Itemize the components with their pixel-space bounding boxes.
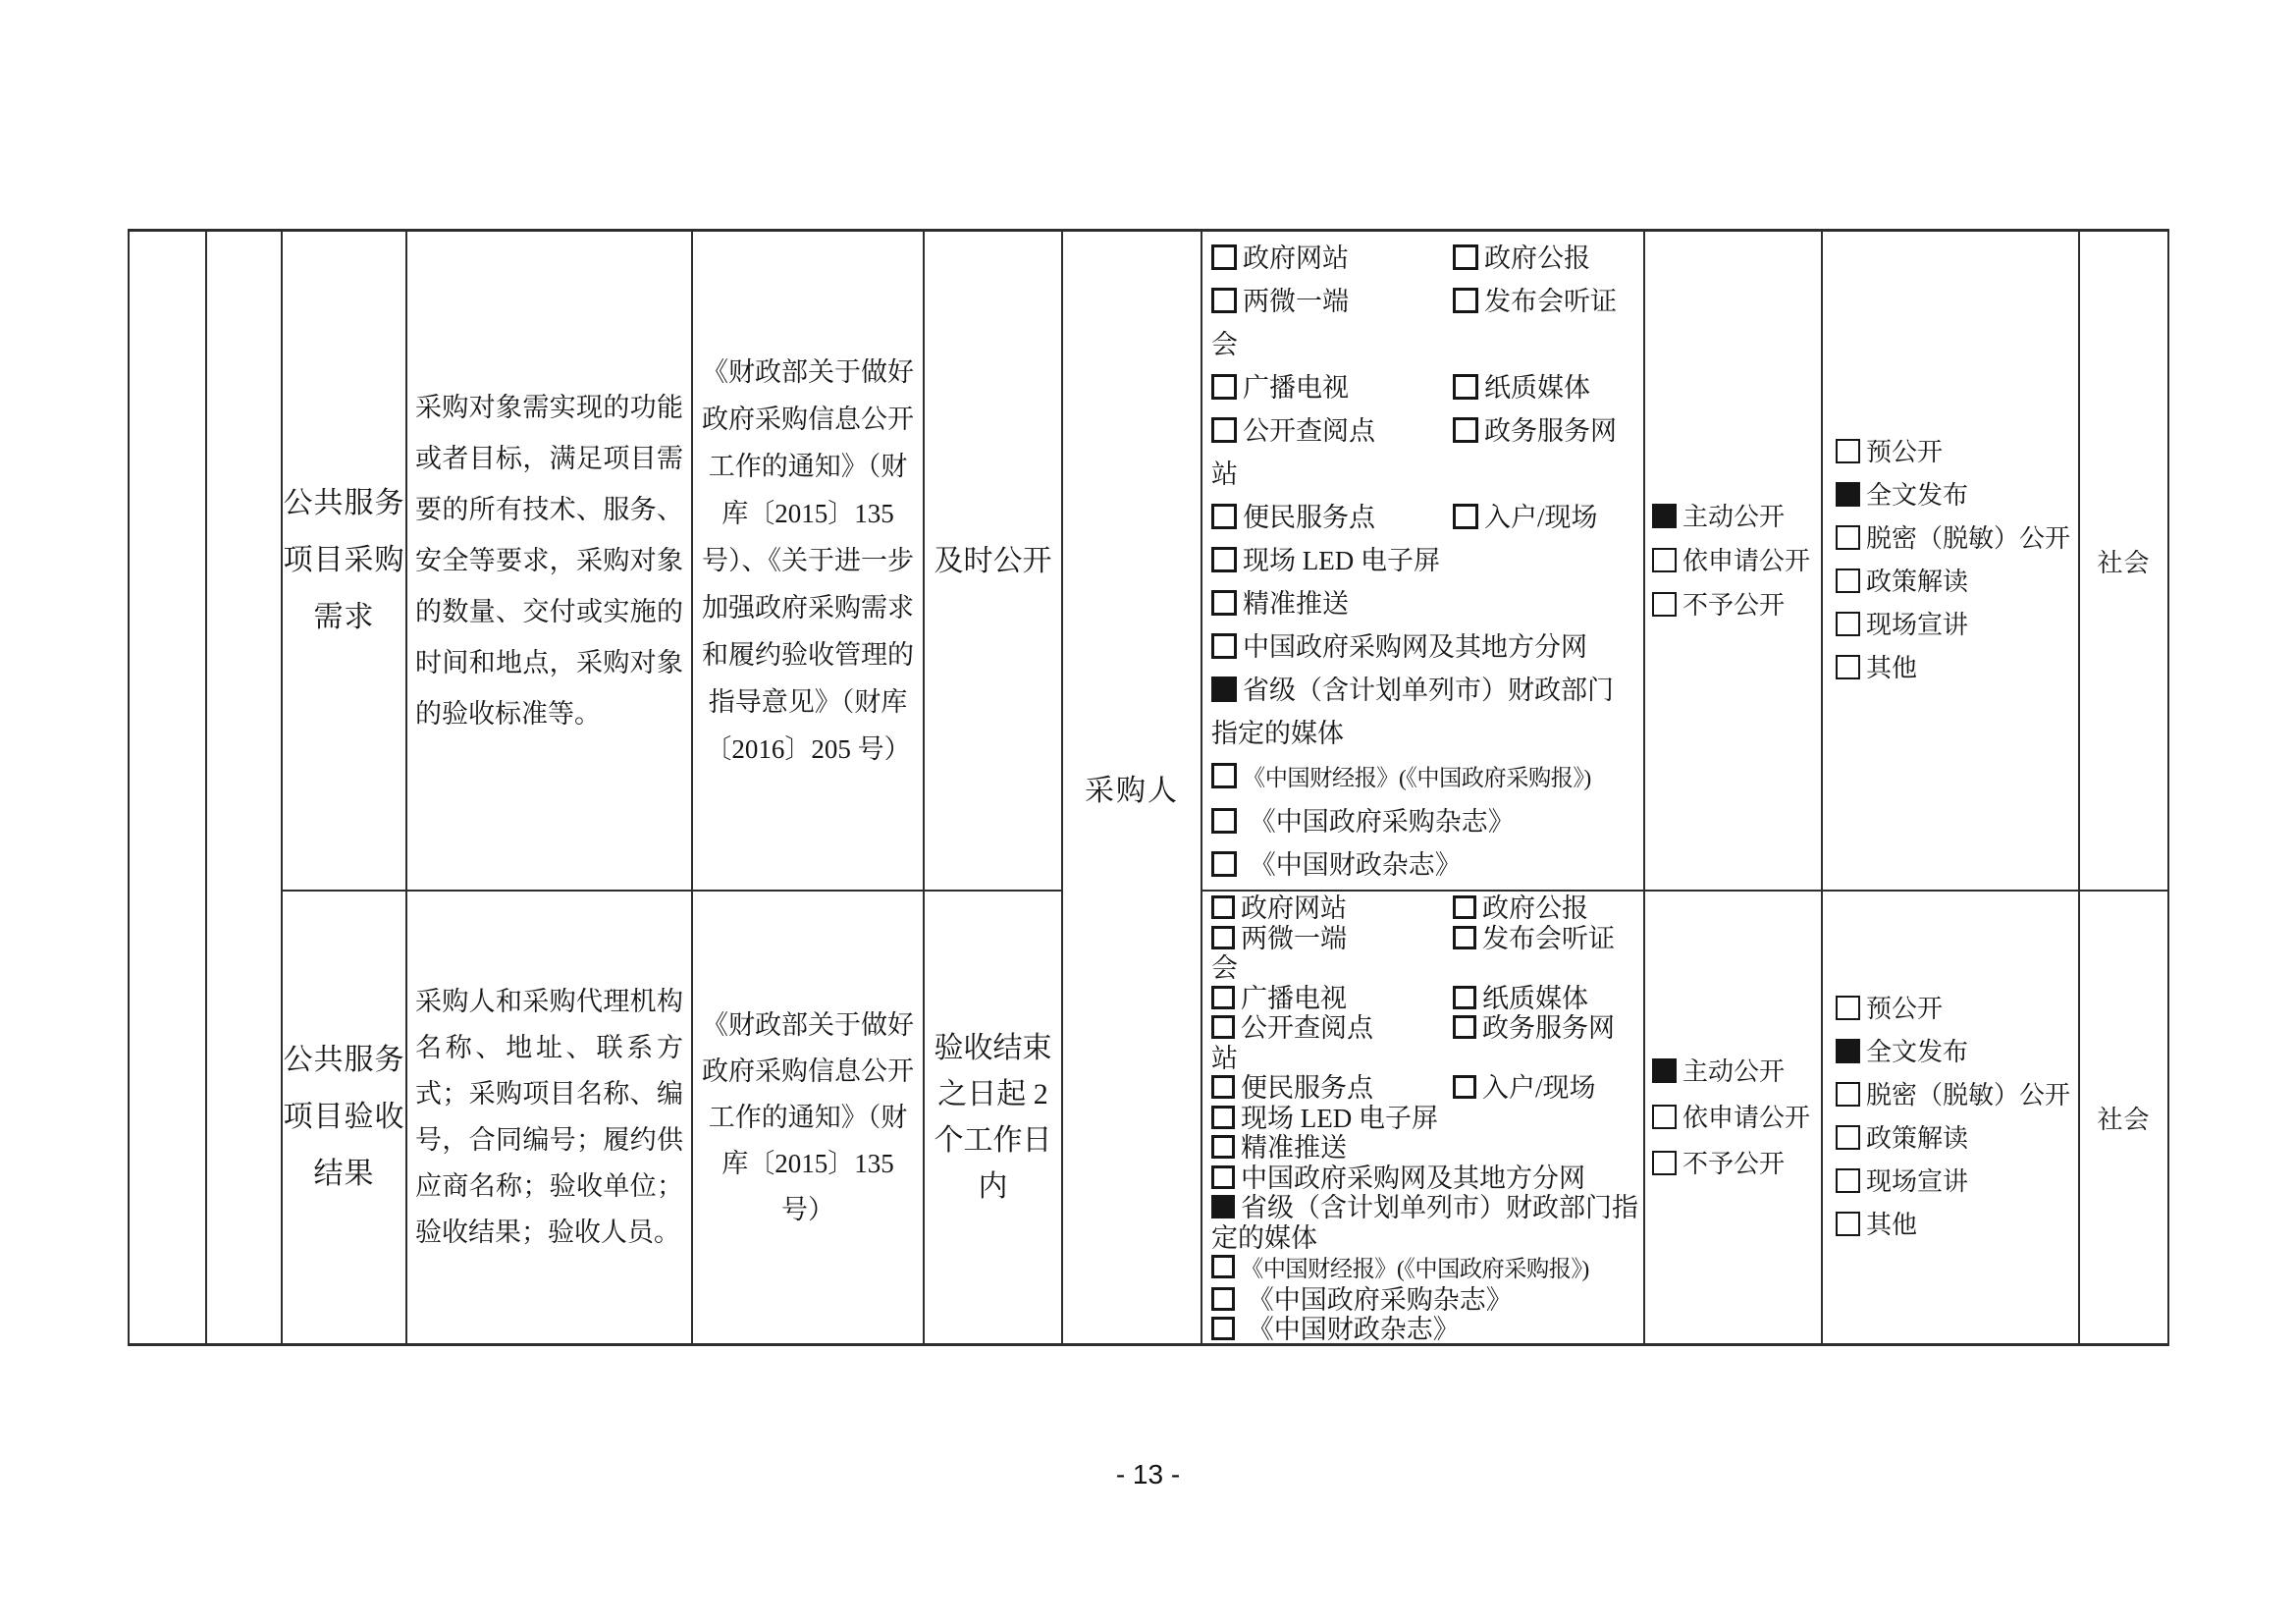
option-label: 全文发布: [1866, 481, 1969, 510]
checklist-option: [1652, 1141, 1821, 1187]
option-label: 省级（含计划单列市）财政部门指定的媒体: [1211, 1193, 1638, 1253]
option-label: 全文发布: [1866, 1038, 1969, 1066]
channel-line: [1211, 843, 1639, 887]
channel-option: [1211, 924, 1453, 954]
checklist-option: [1836, 1031, 2078, 1074]
option-label: 中国政府采购网及其地方分网: [1243, 632, 1587, 662]
channel-option: [1211, 1285, 1513, 1315]
content-text: 采购对象需实现的功能或者目标，满足项目需要的所有技术、服务、安全等要求，采购对象的数量、交付或实施的时间和地点，采购对象的验收标准等。: [415, 393, 683, 729]
unchecked-box-icon: [1836, 1212, 1860, 1236]
unchecked-box-icon: [1211, 590, 1237, 616]
option-label: 不予公开: [1682, 1149, 1786, 1178]
channel-option: [1211, 366, 1453, 409]
checklist-option: [1836, 604, 2078, 647]
channels-cell: [1202, 892, 1645, 1343]
channel-line: [1211, 496, 1639, 539]
unchecked-box-icon: [1836, 612, 1860, 636]
unchecked-box-icon: [1453, 288, 1478, 313]
option-label: 两微一端: [1241, 923, 1347, 953]
channel-option: [1211, 280, 1453, 323]
unchecked-box-icon: [1211, 851, 1237, 877]
option-label: 公开查阅点: [1241, 1013, 1373, 1043]
channel-option: [1211, 984, 1453, 1014]
unchecked-box-icon: [1211, 288, 1237, 313]
option-label: 政务服务网站: [1211, 1013, 1615, 1073]
unchecked-box-icon: [1211, 1317, 1235, 1340]
channel-option: [1211, 893, 1453, 924]
channel-line: [1211, 1164, 1639, 1194]
unchecked-box-icon: [1836, 525, 1860, 550]
checklist-option: [1836, 1161, 2078, 1204]
checklist-option: [1836, 1204, 2078, 1247]
option-label: 主动公开: [1682, 1056, 1786, 1086]
channel-option: [1211, 807, 1515, 837]
disclosure-subject-cell: 采购人: [1063, 232, 1202, 1343]
channel-option: [1453, 1073, 1596, 1103]
option-label: 《中国财经报》(《中国政府采购报》): [1241, 1257, 1589, 1282]
page-number: - 13 -: [1115, 1459, 1181, 1489]
unchecked-box-icon: [1453, 1015, 1476, 1039]
checked-box-icon: [1652, 504, 1677, 528]
timing-cell: [925, 232, 1063, 892]
channel-option: [1211, 1164, 1585, 1193]
channel-option: [1211, 237, 1453, 280]
option-label: 脱密（脱敏）公开: [1866, 1081, 2071, 1110]
checked-box-icon: [1211, 1195, 1235, 1218]
channel-line: [1211, 539, 1639, 582]
unchecked-box-icon: [1211, 986, 1235, 1009]
checklist-option: [1652, 1095, 1821, 1141]
channel-line: [1211, 755, 1639, 800]
channel-option: [1211, 1133, 1347, 1163]
checked-box-icon: [1652, 1058, 1677, 1083]
checklist-option: [1652, 495, 1821, 539]
channel-option: [1211, 676, 1614, 748]
item-name-cell: 公共服务项目采购需求: [283, 232, 407, 892]
channel-option: [1211, 632, 1587, 662]
channel-option: [1211, 1315, 1460, 1343]
option-label: 纸质媒体: [1484, 373, 1590, 403]
channel-line: [1211, 409, 1639, 496]
option-label: 入户/现场: [1482, 1073, 1596, 1103]
option-label: 精准推送: [1241, 1133, 1347, 1163]
unchecked-box-icon: [1836, 655, 1860, 679]
content-cell: [407, 232, 693, 892]
option-label: 精准推送: [1243, 589, 1349, 619]
unchecked-box-icon: [1211, 926, 1235, 949]
unchecked-box-icon: [1211, 633, 1237, 659]
option-label: 省级（含计划单列市）财政部门指定的媒体: [1211, 676, 1614, 748]
methods-cell: [1823, 232, 2080, 892]
option-label: 主动公开: [1682, 502, 1786, 531]
unchecked-box-icon: [1211, 1287, 1235, 1311]
empty-category-cell: [130, 232, 207, 1343]
option-label: 中国政府采购网及其地方分网: [1241, 1163, 1585, 1193]
channel-line: [1211, 1193, 1639, 1253]
checked-box-icon: [1211, 677, 1237, 702]
option-label: 现场宣讲: [1866, 1167, 1969, 1196]
unchecked-box-icon: [1453, 244, 1478, 270]
option-label: 《中国政府采购杂志》: [1243, 807, 1515, 837]
checklist-option: [1652, 539, 1821, 583]
channel-line: [1211, 1073, 1639, 1104]
channel-line: [1211, 1133, 1639, 1164]
option-label: 现场 LED 电子屏: [1243, 546, 1440, 575]
unchecked-box-icon: [1652, 1151, 1677, 1175]
checklist-option: [1836, 431, 2078, 474]
channel-option: [1211, 766, 1591, 791]
unchecked-box-icon: [1652, 1105, 1677, 1129]
checklist-option: [1836, 561, 2078, 604]
channel-line: [1211, 280, 1639, 366]
option-label: 《中国财经报》(《中国政府采购报》): [1243, 766, 1591, 791]
checklist-option: [1836, 1117, 2078, 1161]
item-name-cell: 公共服务项目验收结果: [283, 892, 407, 1343]
unchecked-box-icon: [1836, 1168, 1860, 1193]
channel-line: [1211, 1104, 1639, 1134]
audience-cell: 社会: [2080, 232, 2167, 892]
option-label: 现场宣讲: [1866, 611, 1969, 639]
attribute-cell: [1645, 232, 1823, 892]
unchecked-box-icon: [1836, 568, 1860, 593]
unchecked-box-icon: [1211, 1135, 1235, 1159]
option-label: 便民服务点: [1243, 503, 1375, 532]
channel-option: [1211, 850, 1462, 880]
unchecked-box-icon: [1836, 439, 1860, 463]
option-label: 预公开: [1866, 995, 1944, 1023]
channel-option: [1211, 546, 1440, 575]
unchecked-box-icon: [1836, 1125, 1860, 1150]
unchecked-box-icon: [1453, 417, 1478, 443]
checklist-option: [1836, 517, 2078, 561]
unchecked-box-icon: [1453, 1075, 1476, 1099]
option-label: 公开查阅点: [1243, 416, 1375, 446]
timing-text: 验收结束之日起 2 个工作日内: [934, 1032, 1052, 1203]
unchecked-box-icon: [1453, 374, 1478, 400]
channels-cell: [1202, 232, 1645, 892]
timing-cell: [925, 892, 1063, 1343]
checklist-option: [1652, 583, 1821, 627]
option-label: 依申请公开: [1682, 546, 1811, 575]
checked-box-icon: [1836, 1039, 1860, 1063]
channel-line: [1211, 1315, 1639, 1343]
unchecked-box-icon: [1652, 592, 1677, 617]
channel-option: [1211, 409, 1453, 453]
option-label: 脱密（脱敏）公开: [1866, 524, 2071, 553]
channel-option: [1211, 1013, 1453, 1044]
channel-line: [1211, 924, 1639, 984]
channel-option: [1211, 496, 1453, 539]
option-label: 依申请公开: [1682, 1103, 1811, 1132]
option-label: 纸质媒体: [1482, 983, 1588, 1013]
methods-cell: [1823, 892, 2080, 1343]
option-label: 便民服务点: [1241, 1073, 1373, 1103]
option-label: 发布会听证会: [1211, 923, 1615, 983]
channel-line: [1211, 1013, 1639, 1073]
legal-basis-text: 《财政部关于做好政府采购信息公开工作的通知》（财库〔2015〕135 号）: [702, 1009, 914, 1224]
channel-line: [1211, 582, 1639, 625]
checklist-option: [1836, 1074, 2078, 1117]
audience-cell: 社会: [2097, 1105, 2151, 1134]
unchecked-box-icon: [1453, 504, 1478, 529]
unchecked-box-icon: [1211, 1015, 1235, 1039]
checklist-option: [1836, 474, 2078, 517]
channel-line: [1211, 366, 1639, 409]
option-label: 政府公报: [1482, 893, 1588, 923]
unchecked-box-icon: [1453, 926, 1476, 949]
channel-option: [1211, 1104, 1438, 1133]
option-label: 广播电视: [1241, 983, 1347, 1013]
checked-box-icon: [1836, 482, 1860, 507]
channel-line: [1211, 893, 1639, 924]
unchecked-box-icon: [1211, 763, 1237, 788]
unchecked-box-icon: [1836, 1082, 1860, 1107]
unchecked-box-icon: [1211, 1255, 1235, 1278]
channel-line: [1211, 984, 1639, 1014]
option-label: 不予公开: [1682, 590, 1786, 620]
option-label: 现场 LED 电子屏: [1241, 1103, 1438, 1133]
unchecked-box-icon: [1211, 504, 1237, 529]
option-label: 《中国政府采购杂志》: [1241, 1284, 1513, 1315]
channel-option: [1453, 244, 1590, 273]
channel-option: [1453, 984, 1588, 1013]
checklist-option: [1652, 1049, 1821, 1095]
option-label: 《中国财政杂志》: [1241, 1315, 1460, 1343]
disclosure-catalog-table: [128, 229, 2169, 1346]
option-label: 《中国财政杂志》: [1243, 850, 1462, 880]
channel-option: [1453, 893, 1588, 923]
channel-option: [1453, 373, 1590, 403]
option-label: 发布会听证会: [1211, 287, 1617, 359]
option-label: 广播电视: [1243, 373, 1349, 403]
unchecked-box-icon: [1453, 986, 1476, 1009]
unchecked-box-icon: [1211, 1165, 1235, 1189]
empty-subcategory-cell: [207, 232, 283, 1343]
channel-line: [1211, 1285, 1639, 1316]
option-label: 政府网站: [1243, 244, 1349, 273]
option-label: 两微一端: [1243, 287, 1349, 316]
channel-option: [1453, 503, 1598, 532]
checklist-option: [1836, 647, 2078, 690]
channel-line: [1211, 800, 1639, 843]
content-text: 采购人和采购代理机构名称、地址、联系方式；采购项目名称、编号，合同编号；履约供应商名称；验收单位；验收结果；验收人员。: [415, 987, 683, 1247]
channel-line: [1211, 625, 1639, 669]
timing-text: 及时公开: [934, 544, 1052, 577]
channel-option: [1211, 1193, 1638, 1253]
option-label: 政府网站: [1241, 893, 1347, 923]
legal-basis-text: 《财政部关于做好政府采购信息公开工作的通知》（财库〔2015〕135 号）、《关于进一步加强政府采购需求和履约验收管理的指导意见》（财库〔2016〕205 号）: [702, 357, 914, 764]
unchecked-box-icon: [1652, 548, 1677, 572]
unchecked-box-icon: [1211, 1106, 1235, 1129]
unchecked-box-icon: [1211, 417, 1237, 443]
unchecked-box-icon: [1211, 244, 1237, 270]
legal-basis-cell: [693, 892, 925, 1343]
unchecked-box-icon: [1211, 1075, 1235, 1099]
channel-option: [1211, 1073, 1453, 1104]
unchecked-box-icon: [1211, 374, 1237, 400]
option-label: 政策解读: [1866, 568, 1969, 596]
option-label: 政务服务网站: [1211, 416, 1617, 489]
unchecked-box-icon: [1211, 808, 1237, 834]
channel-line: [1211, 669, 1639, 755]
attribute-cell: [1645, 892, 1823, 1343]
option-label: 预公开: [1866, 438, 1944, 466]
checklist-option: [1836, 988, 2078, 1031]
option-label: 政策解读: [1866, 1124, 1969, 1153]
unchecked-box-icon: [1836, 996, 1860, 1020]
unchecked-box-icon: [1211, 895, 1235, 919]
option-label: 入户/现场: [1484, 503, 1598, 532]
option-label: 政府公报: [1484, 244, 1590, 273]
channel-line: [1211, 237, 1639, 280]
channel-option: [1211, 1257, 1589, 1282]
option-label: 其他: [1866, 1211, 1918, 1239]
legal-basis-cell: [693, 232, 925, 892]
option-label: 其他: [1866, 654, 1918, 682]
unchecked-box-icon: [1211, 547, 1237, 572]
channel-option: [1211, 589, 1349, 619]
channel-line: [1211, 1253, 1639, 1285]
unchecked-box-icon: [1453, 895, 1476, 919]
content-cell: [407, 892, 693, 1343]
